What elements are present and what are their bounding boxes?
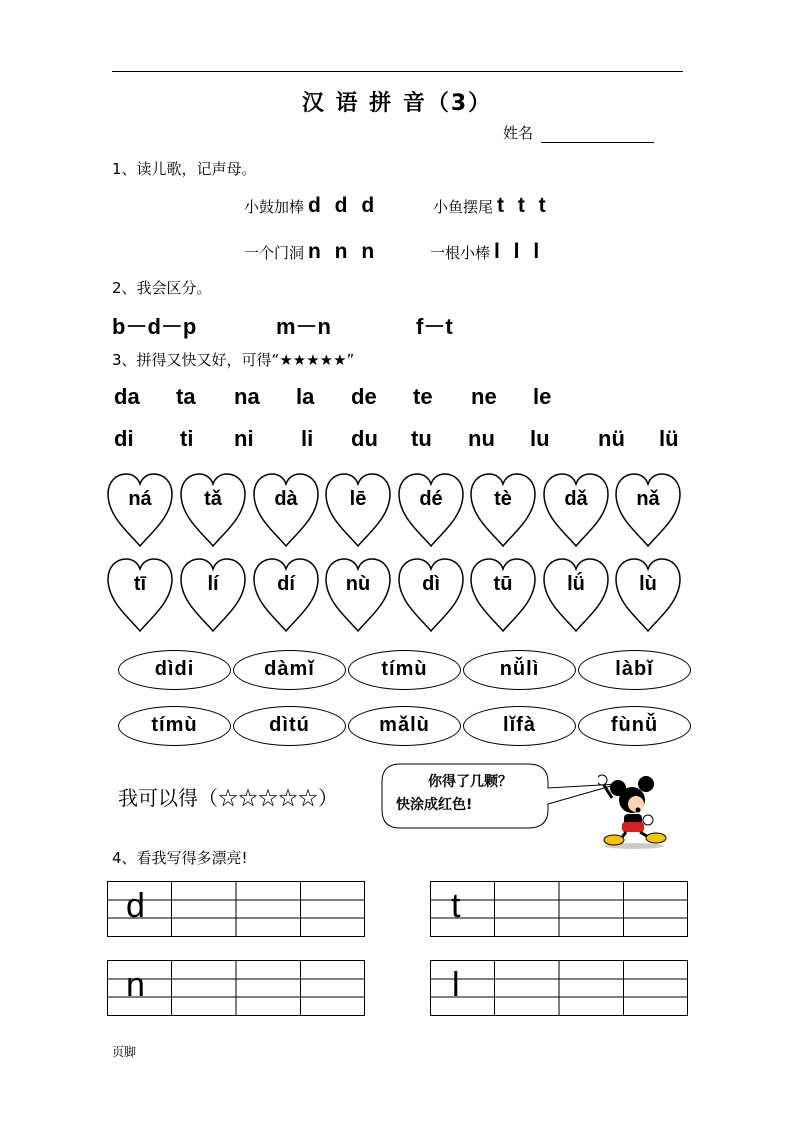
- word-oval[interactable]: lǐfà: [463, 706, 576, 746]
- name-label: 姓名: [503, 124, 534, 142]
- page-title: 汉 语 拼 音（3）: [301, 91, 493, 116]
- syllable: nu: [468, 426, 495, 451]
- heart-syllable: dí: [277, 573, 295, 595]
- syllable: du: [351, 426, 378, 451]
- song-letters: n n n: [308, 240, 379, 263]
- header-rule: [112, 71, 683, 72]
- heart-card[interactable]: [324, 472, 392, 548]
- song-text: 一个门洞: [244, 244, 305, 262]
- heart-syllable: lí: [207, 573, 219, 595]
- song-text: 小鼓加棒: [244, 198, 305, 216]
- grid-letter: d: [126, 887, 145, 925]
- song-text: 一根小棒: [430, 244, 491, 262]
- heart-card[interactable]: [106, 557, 174, 633]
- heart-syllable: lē: [349, 488, 367, 510]
- heart-syllable: dǎ: [564, 488, 588, 510]
- heart-syllable: dì: [422, 573, 440, 595]
- section2-heading: 2、我会区分。: [112, 279, 212, 297]
- grid-lines: [430, 960, 688, 1016]
- song-line: [430, 240, 543, 264]
- heart-card[interactable]: [469, 557, 537, 633]
- syllable: da: [114, 384, 140, 409]
- heart-syllable: dà: [274, 488, 298, 510]
- grid-lines: [430, 881, 688, 937]
- heart-card[interactable]: [179, 557, 247, 633]
- section4-heading: 4、看我写得多漂亮!: [112, 849, 248, 867]
- reward-stars[interactable]: 我可以得（☆☆☆☆☆）: [118, 786, 338, 810]
- heart-card[interactable]: [324, 557, 392, 633]
- grid-lines: [107, 960, 365, 1016]
- heart-syllable: nǎ: [636, 488, 660, 510]
- heart-syllable: tǎ: [204, 488, 222, 510]
- word-oval[interactable]: làbǐ: [578, 650, 691, 690]
- mickey-mouse-icon: [598, 772, 676, 850]
- syllable: te: [413, 384, 433, 409]
- letter-pair: b－d－p: [112, 314, 197, 339]
- writing-grid[interactable]: [107, 960, 365, 1016]
- heart-syllable: lǘ: [567, 573, 585, 595]
- heart-card[interactable]: [469, 472, 537, 548]
- section1-heading: 1、读儿歌，记声母。: [112, 160, 257, 178]
- heart-card[interactable]: [397, 472, 465, 548]
- syllable: ne: [471, 384, 497, 409]
- syllable: ni: [234, 426, 254, 451]
- letter-pair: m－n: [276, 314, 332, 339]
- song-line: [244, 194, 378, 218]
- word-oval[interactable]: tímù: [348, 650, 461, 690]
- word-oval[interactable]: dìdi: [118, 650, 231, 690]
- grid-letter: n: [126, 966, 145, 1004]
- heart-syllable: nù: [345, 573, 371, 595]
- song-text: 小鱼摆尾: [433, 198, 494, 216]
- syllable: lu: [530, 426, 550, 451]
- syllable: tu: [411, 426, 432, 451]
- song-letters: l l l: [494, 240, 544, 263]
- heart-card[interactable]: [397, 557, 465, 633]
- syllable: lü: [659, 426, 679, 451]
- grid-letter: t: [451, 887, 461, 925]
- writing-grid[interactable]: [430, 881, 688, 937]
- song-line: [433, 194, 550, 218]
- heart-card[interactable]: [614, 472, 682, 548]
- word-oval[interactable]: tímù: [118, 706, 231, 746]
- word-oval[interactable]: nǚlì: [463, 650, 576, 690]
- heart-syllable: ná: [128, 488, 152, 510]
- heart-syllable: lù: [639, 573, 657, 595]
- bubble-question: 你得了几颗？: [428, 774, 512, 790]
- letter-pair: f－t: [416, 314, 453, 339]
- syllable: nü: [598, 426, 625, 451]
- page-footer: 页脚: [112, 1045, 137, 1059]
- heart-syllable: dé: [419, 488, 443, 510]
- section3-heading: 3、拼得又快又好，可得“★★★★★”: [112, 351, 355, 369]
- syllable: ta: [176, 384, 196, 409]
- heart-syllable: tī: [133, 573, 147, 595]
- grid-letter: l: [452, 966, 460, 1004]
- word-oval[interactable]: mǎlù: [348, 706, 461, 746]
- name-field-line[interactable]: [541, 142, 654, 143]
- heart-card[interactable]: [614, 557, 682, 633]
- heart-card[interactable]: [542, 557, 610, 633]
- song-letters: t t t: [497, 194, 550, 217]
- writing-grid[interactable]: [107, 881, 365, 937]
- heart-card[interactable]: [252, 472, 320, 548]
- heart-card[interactable]: [252, 557, 320, 633]
- syllable: ti: [180, 426, 194, 451]
- bubble-instruction: 快涂成红色!: [396, 797, 473, 813]
- writing-grid[interactable]: [430, 960, 688, 1016]
- word-oval[interactable]: dàmǐ: [233, 650, 346, 690]
- heart-card[interactable]: [179, 472, 247, 548]
- heart-syllable: tū: [493, 573, 513, 595]
- grid-lines: [107, 881, 365, 937]
- song-line: [244, 240, 378, 264]
- word-oval[interactable]: dìtú: [233, 706, 346, 746]
- syllable: de: [351, 384, 377, 409]
- song-letters: d d d: [308, 194, 379, 217]
- heart-card[interactable]: [106, 472, 174, 548]
- word-oval[interactable]: fùnǚ: [578, 706, 691, 746]
- syllable: di: [114, 426, 134, 451]
- syllable: na: [234, 384, 260, 409]
- syllable: la: [296, 384, 315, 409]
- syllable: le: [533, 384, 552, 409]
- heart-syllable: tè: [494, 488, 512, 510]
- syllable: li: [301, 426, 314, 451]
- heart-card[interactable]: [542, 472, 610, 548]
